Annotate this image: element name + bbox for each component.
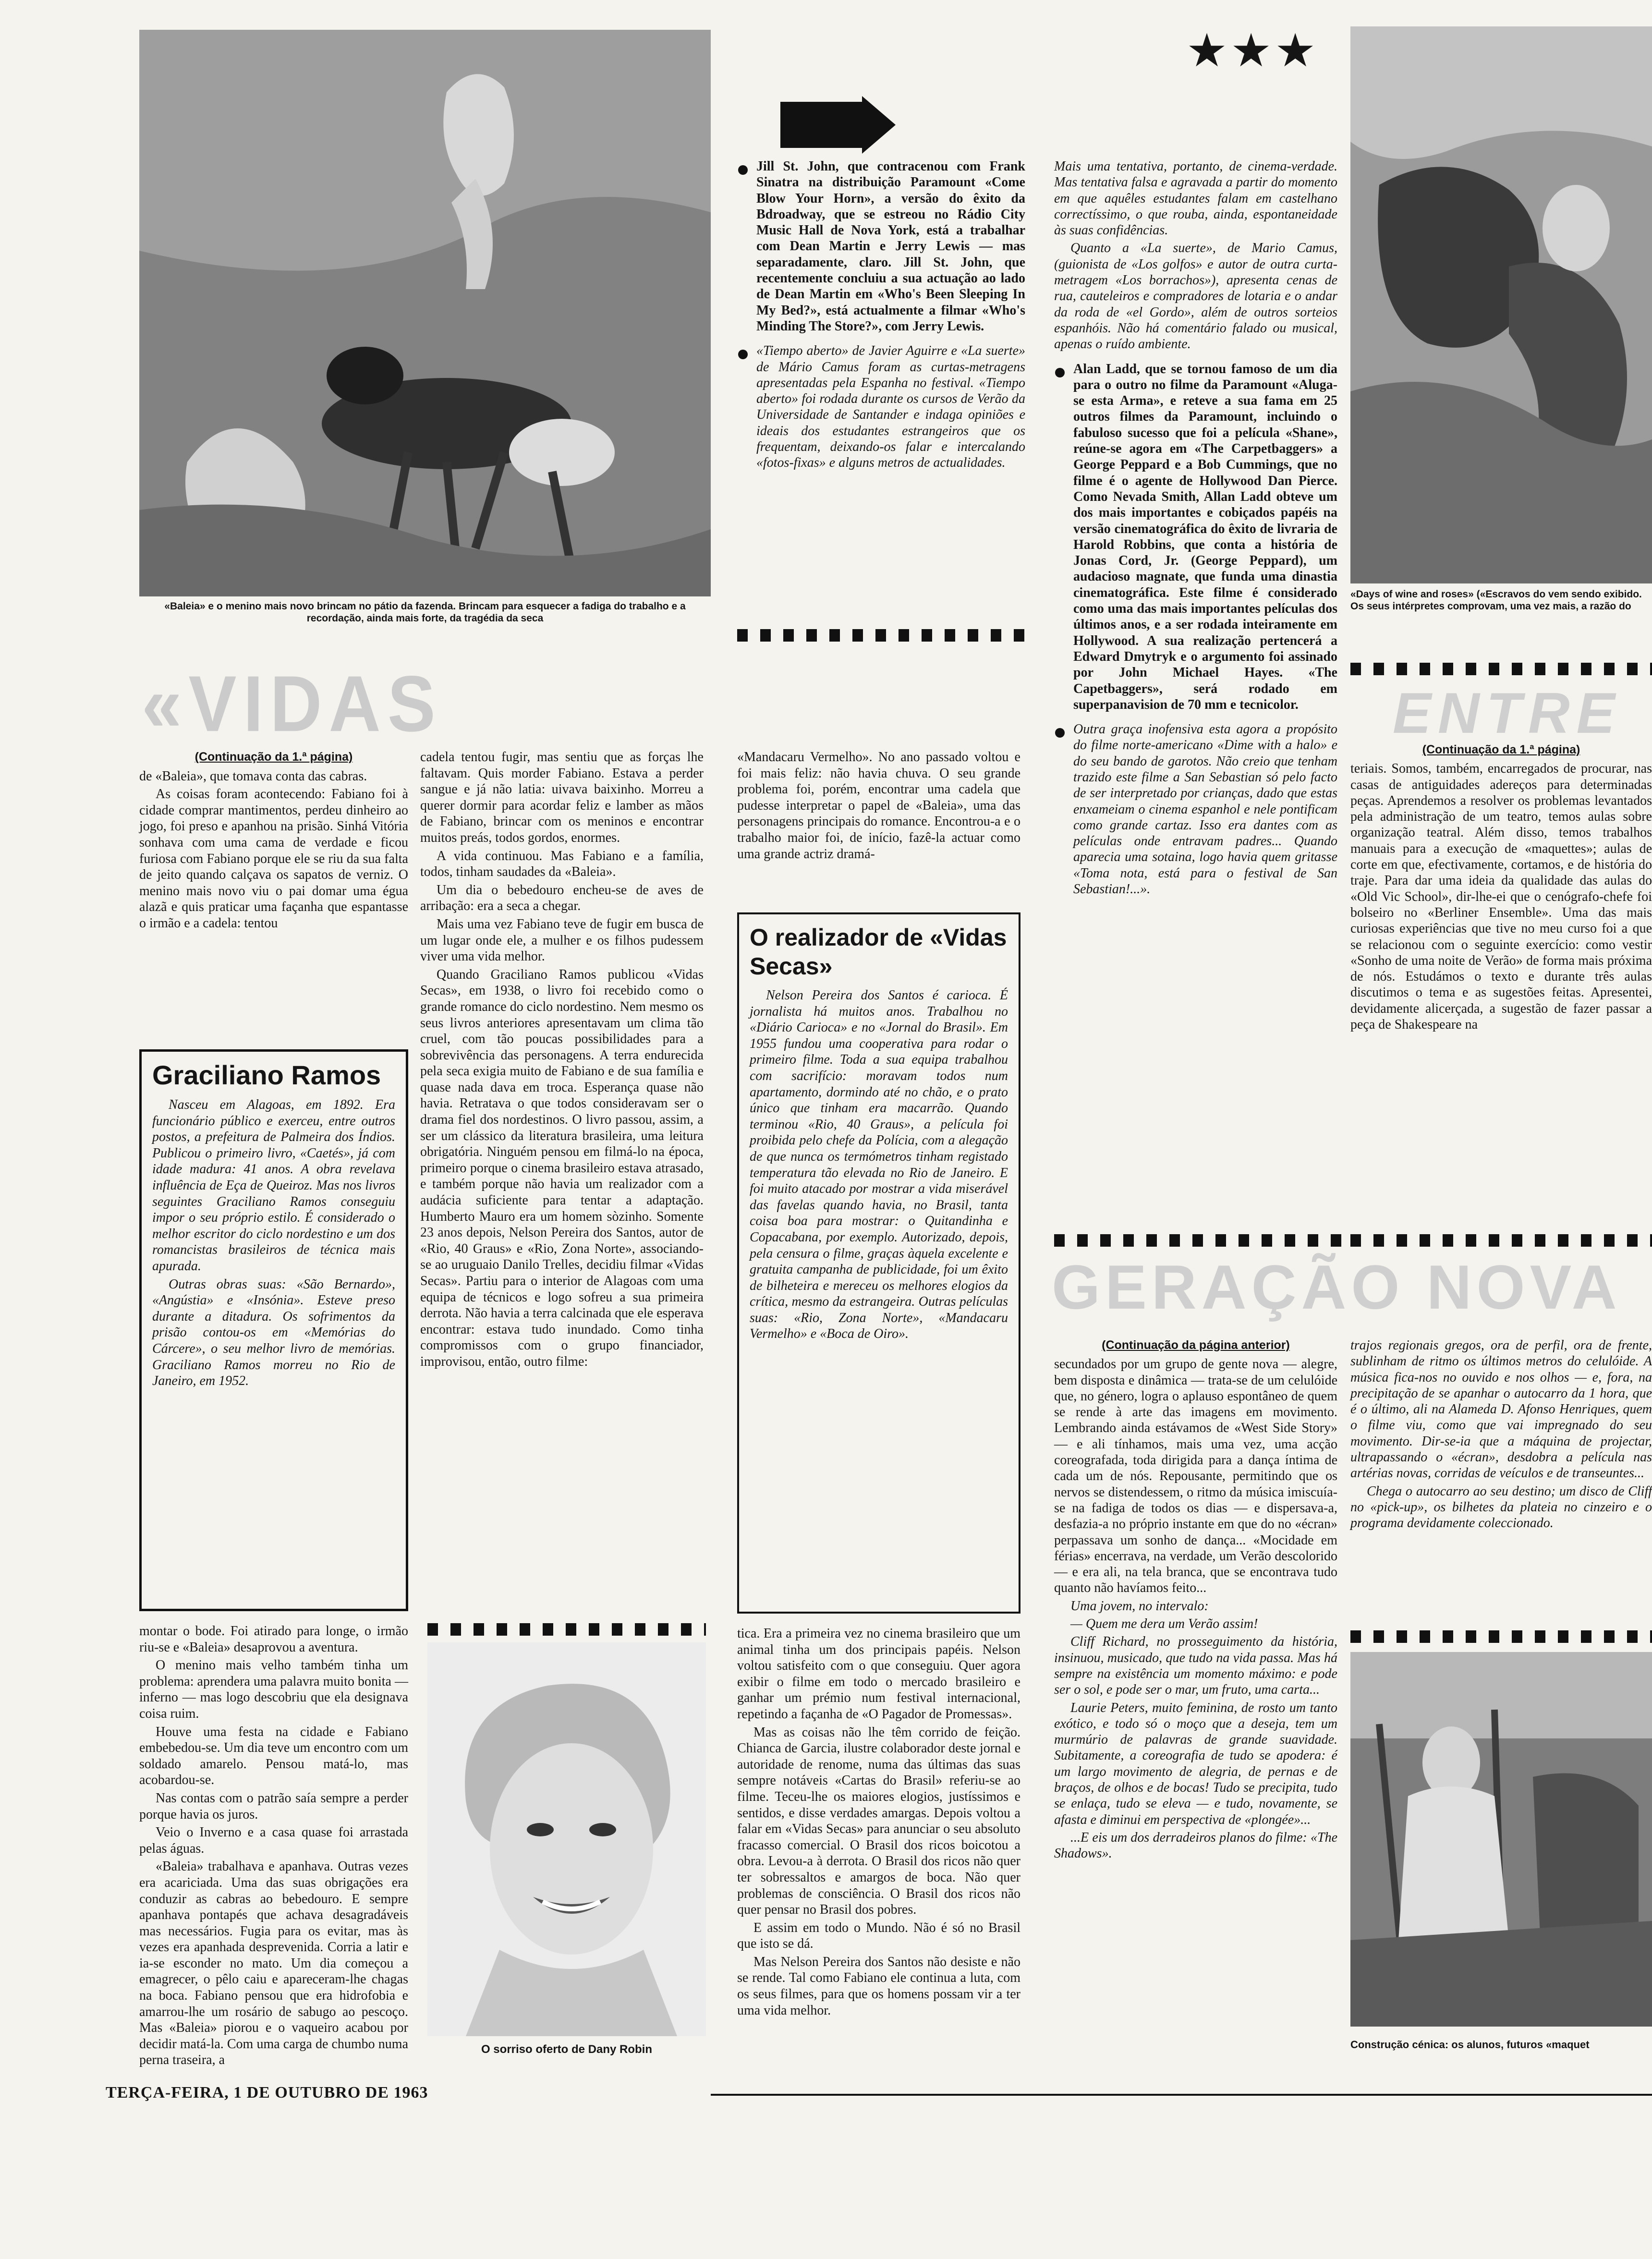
paragraph: de «Baleia», que tomava conta das cabras.: [139, 768, 367, 784]
paragraph: Quando Graciliano Ramos publicou «Vidas Secas», em 1938, o livro foi recebido como o grande romance do ciclo nordestino. Nem mesmo os seus livros anteriores apresentavam um clima tão cruel, com tão poucas possibilidades para a sobrevivência das personagens. A terra endurecida pela seca exigia muito de Fabiano e de sua família e quase nada dava em troca. Esperança quase não havia. Retratava o que todos consideravam ser o drama fiel dos nordestinos. O livro passou, assim, a ser um clássico da literatura brasileira, uma leitura obrigatória. Ninguém pensou em filmá-lo na época, primeiro porque o cinema brasileiro estava atrasado, e também porque não havia um realizador com a audácia suficiente para tentar a adaptação. Humberto Mauro era um homem sòzinho. Somente 23 anos depois, Nelson Pereira dos Santos, autor de «Rio, 40 Graus» e «Rio, Zona Norte», associando-se ao uruguaio Danilo Trelles, decidiu filmar «Vidas Secas». Partiu para o interior de Alagoas com uma equipa de técnicos e logo sofreu a sua primeira derrota. Não havia a terra calcinada que ele esperava encontrar: estava tudo inundado. Como tinha compromissos com o grupo financiador, improvisou, então, outro filme:: [420, 967, 704, 1369]
news-item-dime-with-a-halo: Outra graça inofensiva esta agora a propósito do filme norte-americano «Dime with a halo» e do seu bando de garotos. Não creio que tenham trazido este filme a San Sebastian só pelo facto de ser interpretado por crianças, dado que estas enxameiam o cinema espanhol e nele pontificam como grande cartaz. Isso era dantes com as películas onde entravam padres... Quando aparecia uma sotaina, logo havia quem gritasse «Toma nota, está para o festival de San Sebastian!...».: [1054, 721, 1337, 897]
paragraph: — Quem me dera um Verão assim!: [1070, 1616, 1258, 1632]
article-col8: [1350, 1337, 1652, 1533]
paragraph: Mais uma vez Fabiano teve de fugir em busca de um lugar onde ele, a mulher e os filhos pudessem viver uma vida melhor.: [420, 916, 704, 964]
paragraph: secundados por um grupo de gente nova — alegre, bem disposta e dinâmica — trata-se de um celulóide que, no género, logra o aplauso espontâneo de quem se rende à arte das imagens em movimento. Lembrando ainda estávamos de «West Side Story» — e ali tínhamos, mais uma vez, uma acção coreografada, toda dirigida para a dança íntima de cada um de nós. Repousante, permitindo que os nervos se distendessem, o ritmo da música imiscuía-se na fadiga de todos os dias — e dispersava-a, desfazia-a no próprio instante em que do no «écran» perpassava um sonho de dança... «Mocidade em férias» encerrava, na verdade, um Verão descolorido — e era ali, na tela branca, que se encontrava tudo quanto não havíamos feito...: [1054, 1357, 1337, 1596]
goats-photo-icon: [139, 30, 711, 596]
article-col6: [1350, 742, 1652, 1034]
arrow-icon: [780, 96, 896, 154]
film-strip-divider: [1350, 663, 1652, 675]
dany-robin-portrait-icon: [427, 1642, 706, 2036]
photo-dany-robin: [427, 1642, 706, 2036]
film-strip-divider: [427, 1623, 706, 1636]
photo-goats-caption: «Baleia» e o menino mais novo brincam no pátio da fazenda. Brincam para esquecer a fadiga do trabalho e a recordação, ainda mais forte, da tragédia da seca: [164, 601, 686, 624]
paragraph: Mais uma tentativa, portanto, de cinema-verdade. Mas tentativa falsa e agravada a partir do momento em que aquêles estudantes falam em castelhano correctíssimo, o que rouba, ainda, espontaneidade às suas confidências.: [1054, 159, 1337, 238]
paragraph: Outras obras suas: «São Bernardo», «Angústia» e «Insónia». Esteve preso durante a ditadura. Os sofrimentos da prisão contou-os em «Memórias do Cárcere», o seu melhor livro de memórias. Graciliano Ramos morreu no Rio de Janeiro, em 1952.: [152, 1276, 395, 1389]
banner-vidas-heading: «VIDAS: [142, 659, 442, 748]
paragraph: Mas Nelson Pereira dos Santos não desiste e não se rende. Tal como Fabiano ele continua a luta, com os seus filmes, para que os homens possam vir a ter uma vida melhor.: [737, 1954, 1020, 2018]
three-stars-icon: ★★★: [1186, 24, 1319, 77]
banner-geracao-nova-heading: GERAÇÃO NOVA: [1052, 1252, 1622, 1322]
film-strip-divider: [1350, 1234, 1652, 1247]
photo-stage-construction: [1350, 1652, 1652, 2027]
photo-goats: [139, 30, 711, 596]
film-strip-divider: [1054, 1234, 1342, 1247]
paragraph: Um dia o bebedouro encheu-se de aves de arribação: era a seca a chegar.: [420, 882, 704, 914]
news-item-jill-st-john: Jill St. John, que contracenou com Frank Sinatra na distribuição Paramount «Come Blow Your Horn», a versão do êxito da Bdroadway, que se estreou no Rádio City Music Hall de Nova York, está a trabalhar com Dean Martin e Jerry Lewis — mas separadamente, claro. Jill St. John, que recentemente concluiu a sua actuação ao lado de Dean Martin em «Who's Been Sleeping In My Bed?», está actualmente a filmar «Who's Minding The Store?», com Jerry Lewis.: [737, 158, 1025, 334]
news-item-tiempo-aberto: «Tiempo aberto» de Javier Aguirre e «La suerte» de Mário Camus foram as curtas-metragens apresentadas pela Espanha no festival. «Tiempo aberto» foi rodada durante os cursos de Verão da Universidade de Santander e indaga opiniões e ideais dos estudantes estrangeiros que os frequentam, deixando-os falar e intercalando «fotos-fixas» e alguns metros de actualidades.: [737, 343, 1025, 471]
photo-wine-roses-caption: «Days of wine and roses» («Escravos do vem sendo exibido. Os seus intérpretes comprovam, uma vez mais, a razão do: [1350, 589, 1642, 612]
news-col4: [737, 158, 1025, 480]
box-title: O realizador de «Vidas Secas»: [750, 924, 1007, 980]
paragraph: ...E eis um dos derradeiros planos do filme: «The Shadows».: [1054, 1830, 1337, 1861]
continuation-label: (Continuação da página anterior): [1102, 1338, 1290, 1352]
graciliano-ramos-box: [139, 1049, 408, 1611]
article-col1-bottom: [139, 1623, 408, 2070]
film-strip-divider: [1350, 1630, 1652, 1643]
banner-entre-heading: ENTRE: [1393, 681, 1622, 745]
paragraph: «Mandacaru Vermelho». No ano passado voltou e foi mais feliz: não havia chuva. O seu grande problema foi, porém, encontrar uma cadela que pudesse interpretar o papel de «Baleia», uma das personagens principais do romance. Encontrou-a e o trabalho maior foi, de início, fazê-la actuar como uma grande actriz dramá-: [737, 750, 1020, 862]
footer-rule: [711, 2094, 1652, 2096]
realizador-box: [737, 912, 1020, 1614]
paragraph: tica. Era a primeira vez no cinema brasileiro que um animal tinha um dos principais papéis. Nelson voltou satisfeito com o que conseguiu. Quer agora exibir o filme em todo o mercado brasileiro e ganhar um prémio num festival internacional, repetindo a façanha de «O Pagador de Promessas».: [737, 1626, 1020, 1722]
paragraph: montar o bode. Foi atirado para longe, o irmão riu-se e «Baleia» desaprovou a aventura.: [139, 1624, 408, 1655]
photo-dany-robin-caption: O sorriso oferto de Dany Robin: [481, 2043, 653, 2056]
paragraph: Veio o Inverno e a casa quase foi arrastada pelas águas.: [139, 1825, 408, 1856]
news-item-alan-ladd: Alan Ladd, que se tornou famoso de um dia para o outro no filme da Paramount «Aluga-se esta Arma», e reteve a sua fama em 25 outros filmes da Paramount, incluindo o fabuloso sucesso que foi a película «Shane», reúne-se agora em «The Carpetbaggers» a George Peppard e a Bob Cummings, que no filme é o agente de Hollywood Dan Pierce. Como Nevada Smith, Allan Ladd obteve um dos mais importantes e cobiçados papéis na versão cinematográfica do êxito de livraria de Harold Robbins, que conta a história de Jonas Cord, Jr. (George Peppard), um audacioso magnate, que funda uma dinastia cinematográfica. Este filme é considerado como uma das mais importantes películas dos últimos anos, e a ser rodada inteiramente em Hollywood. A sua realização pertencerá a Edward Dmytryk e o argumento foi assinado por John Michael Hayes. «The Capetbaggers», será rodado em superpanavision de 70 mm e tecnicolor.: [1054, 361, 1337, 713]
paragraph: Uma jovem, no intervalo:: [1070, 1598, 1209, 1614]
paragraph: Nas contas com o patrão saía sempre a perder porque havia os juros.: [139, 1790, 408, 1822]
continuation-label: (Continuação da 1.ª página): [194, 750, 353, 764]
paragraph: cadela tentou fugir, mas sentiu que as forças lhe faltavam. Quis morder Fabiano. Estava a perder sangue e já não latia: uivava baixinho. Morreu a querer dormir para acordar feliz e lamber as mãos de Fabiano, brincar com os meninos e encontrar muitos preás, todos gordos, enormes.: [420, 750, 704, 845]
continuation-label: (Continuação da 1.ª página): [1422, 743, 1580, 756]
paragraph: teriais. Somos, também, encarregados de procurar, nas casas de antiguidades adereços para determinadas peças. Aprendemos a resolver os problemas levantados pela administração de um teatro, temos aulas sobre organização teatral. Além disso, temos trabalhos manuais para a execução de «maquettes»; aulas de corte em que, efectivamente, cortamos, e de história do traje. Para dar uma ideia da qualidade das aulas do «Old Vic School», dir-lhe-ei que o cenógrafo-chefe foi bolseiro no «Berliner Ensemble». Uma das mais curiosas experiências que tive no meu curso foi a que se relacionou com o seguinte exercício: como vestir «Sonho de uma noite de Verão» de forma mais próxima de nós. Estudámos o texto e durante três aulas discutimos o tema e as sugestões feitas. Apresentei, devidamente alicerçada, a sugestão de fazer passar a peça de Shakespeare na: [1350, 761, 1652, 1032]
article-col1-top: [139, 749, 408, 934]
paragraph: trajos regionais gregos, ora de perfil, ora de frente, sublinham de ritmo os últimos metros do celulóide. A música fica-nos no ouvido e nos olhos — e, fora, na precipitação de se apanhar o autocarro da 1 hora, que é o último, ali na Alameda D. Afonso Henriques, quem o filme viu, como que vai impregnado do seu movimento. Dir-se-ia que a máquina de projectar, ultrapassando o «écran», desdobra a película nas artérias novas, corridas de veículos e de transeuntes...: [1350, 1338, 1652, 1481]
paragraph: O menino mais velho também tinha um problema: aprendera uma palavra muito bonita — inferno — mas logo descobriu que ela designava coisa ruim.: [139, 1658, 408, 1721]
article-col7: [1054, 1337, 1337, 1864]
wine-roses-photo-icon: [1350, 26, 1652, 583]
paragraph: As coisas foram acontecendo: Fabiano foi à cidade comprar mantimentos, perdeu dinheiro ao jogo, foi preso e apanhou na prisão. Sinhá Vitória sonhava com uma cama de verdade e ficou furiosa com Fabiano porque ele se riu da sua falta de jeito quando calçava os sapatos de verniz. O menino mais novo viu o pai domar uma égua alazã e quis praticar uma façanha que espantasse o irmão e a cadela: tentou: [139, 787, 408, 931]
news-col5: [1054, 158, 1337, 906]
film-strip-divider: [737, 629, 1025, 642]
paragraph: Laurie Peters, muito feminina, de rosto um tanto exótico, e todo só o moço que a deseja, tem um murmúrio de palavras de grande suavidade. Subitamente, a coreografia de tudo se apodera: é um largo movimento de alegria, de pernas e de braços, de olhos e de bocas! Tudo se precipita, tudo se enlaça, tudo se eleva — e tudo, novamente, se afasta e diminui em perspectiva de «plongée»...: [1054, 1700, 1337, 1827]
article-col3-bottom: [737, 1626, 1020, 2020]
article-col2: [420, 749, 704, 1372]
paragraph: Quanto a «La suerte», de Mario Camus, (guionista de «Los golfos» e autor de outra curta-metragem «Los borrachos»), apresenta cenas de rua, cauteleiros e compradores de lotaria e o andar da roda de «el Gordo», além de outros sorteios espanhóis. Não há comentário falado ou musical, apenas o ruído ambiente.: [1054, 241, 1337, 352]
article-col3-top: [737, 749, 1020, 864]
box-title: Graciliano Ramos: [152, 1060, 381, 1090]
paragraph: «Baleia» trabalhava e apanhava. Outras vezes era acariciada. Uma das suas obrigações era conduzir as cabras ao bebedouro. E sempre apanhava pontapés que achava desagradáveis mas necessários. Fugia para os evitar, mas às vezes era apanhada desprevenida. Corria a latir e ia-se esconder no mato. Um dia começou a emagrecer, o pêlo caiu e apareceram-lhe chagas na boca. Fabiano pensou que era hidrofobia e amarrou-lhe um rosário de sabugo ao pescoço. Mas «Baleia» piorou e o vaqueiro acabou por decidir matá-la. Com uma carga de chumbo numa perna traseira, a: [139, 1859, 408, 2068]
stage-construction-photo-icon: [1350, 1652, 1652, 2027]
paragraph: A vida continuou. Mas Fabiano e a família, todos, tinham saudades da «Baleia».: [420, 848, 704, 880]
paragraph: Houve uma festa na cidade e Fabiano embebedou-se. Um dia teve um encontro com um soldado amarelo. Pensou matá-lo, mas acobardou-se.: [139, 1724, 408, 1788]
photo-wine-roses: [1350, 26, 1652, 583]
paragraph: Nasceu em Alagoas, em 1892. Era funcionário público e exerceu, entre outros postos, a prefeitura de Palmeira dos Índios. Publicou o primeiro livro, «Caetés», já com idade madura: 41 anos. A obra revelava influência de Eça de Queiroz. Mas nos livros seguintes Graciliano Ramos conseguiu impor o seu próprio estilo. É considerado o melhor escritor do ciclo nordestino e um dos romancistas brasileiros de técnica mais apurada.: [152, 1097, 395, 1274]
photo-stage-construction-caption: Construção cénica: os alunos, futuros «maquet: [1350, 2039, 1590, 2051]
paragraph: Cliff Richard, no prosseguimento da história, insinuou, musicado, que tudo na vida passa. Mas há sempre na existência um momento máximo: e pode ser o sol, e pode ser o mar, um fruto, uma carta...: [1054, 1634, 1337, 1698]
paragraph: E assim em todo o Mundo. Não é só no Brasil que isto se dá.: [737, 1920, 1020, 1952]
paragraph: Mas as coisas não lhe têm corrido de feição. Chianca de Garcia, ilustre colaborador deste jornal e autoridade de renome, numa das últimas das suas sempre notáveis «Cartas do Brasil» referiu-se ao filme. Teceu-lhe os maiores elogios, justíssimos e sentidos, e disse verdades amargas. Depois voltou a falar em «Vidas Secas» para anunciar o seu absoluto fracasso comercial. O Brasil dos ricos boicotou a obra. Levou-a à derrota. O Brasil dos ricos não quer ter sobressaltos e amargos de boca. Não quer problemas de consciência. O Brasil dos ricos não quer pensar no Brasil dos pobres.: [737, 1725, 1020, 1918]
footer-dateline: TERÇA-FEIRA, 1 DE OUTUBRO DE 1963: [106, 2084, 428, 2101]
paragraph: Nelson Pereira dos Santos é carioca. É jornalista há muitos anos. Trabalhou no «Diário Carioca» e no «Jornal do Brasil». Em 1955 fundou uma cooperativa para rodar o primeiro filme. Toda a sua equipa trabalhou com sacrifício: moravam todos num apartamento, dormindo até no chão, e o prato único que tinham era macarrão. Quando terminou «Rio, 40 Graus», a película foi proibida pelo chefe da Polícia, com a alegação de que nunca os termómetros tinham registado temperatura tão elevada no Rio de Janeiro. E foi muito atacado por mostrar a vida miserável das favelas quando havia, no Brasil, tanta coisa boa para mostrar: o Quitandinha e Copacabana, por exemplo. Autorizado, depois, pela censura o filme, graças àquela excelente e gratuita campanha de publicidade, foi um êxito de bilheteira e mereceu os melhores elogios da crítica, mesmo da estrangeira. Outras películas suas: «Rio, Zona Norte», «Mandacaru Vermelho» e «Boca de Oiro».: [750, 988, 1008, 1342]
paragraph: Chega o autocarro ao seu destino; um disco de Cliff no «pick-up», os bilhetes da plateia no cinzeiro e o programa devidamente coleccionado.: [1350, 1483, 1652, 1531]
